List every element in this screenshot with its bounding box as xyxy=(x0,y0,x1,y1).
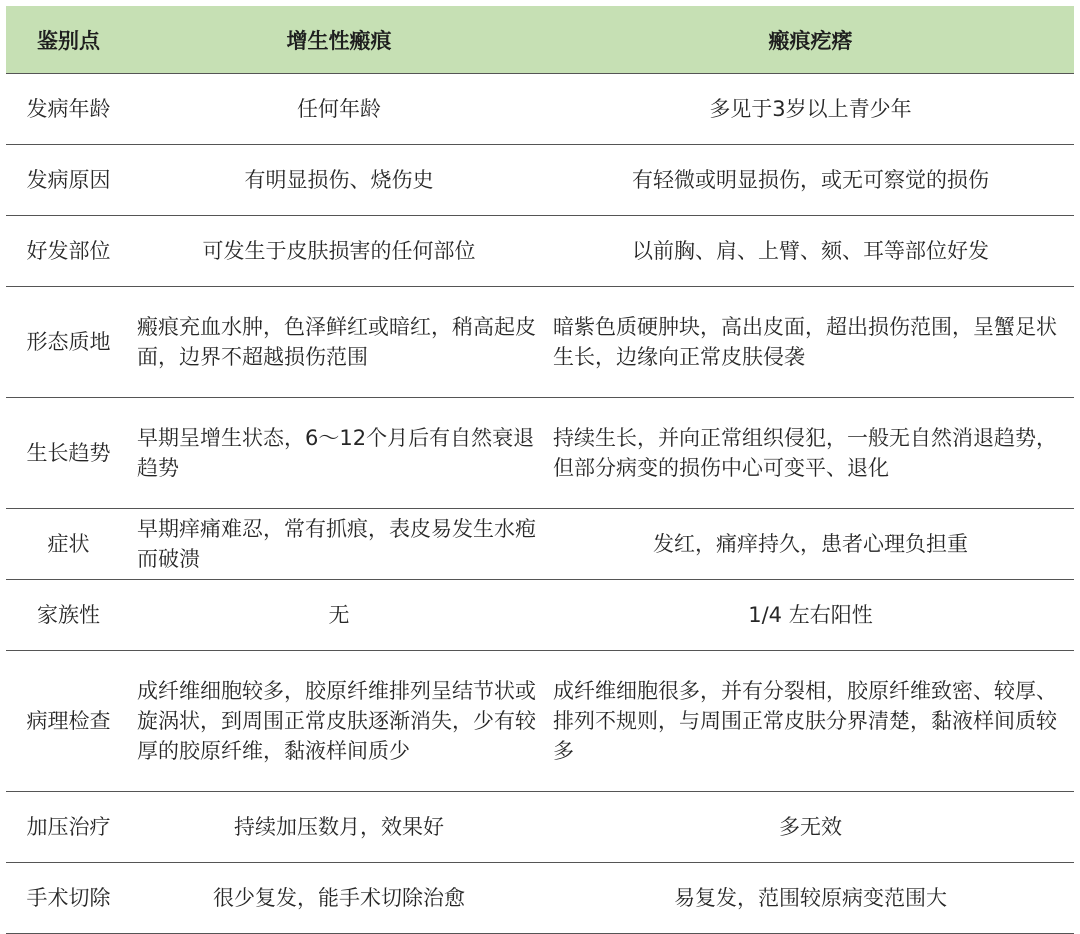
row-label: 发病年龄 xyxy=(6,74,131,145)
keloid-cell: 成纤维细胞很多，并有分裂相，胶原纤维致密、较厚、排列不规则，与周围正常皮肤分界清楚，黏液样间质较多 xyxy=(547,651,1074,792)
header-keloid: 瘢痕疙瘩 xyxy=(547,6,1074,74)
row-label: 发病原因 xyxy=(6,145,131,216)
keloid-cell: 1/4 左右阳性 xyxy=(547,580,1074,651)
table-row xyxy=(6,287,1074,398)
header-criteria: 鉴别点 xyxy=(6,6,131,74)
header-hypertrophic-scar: 增生性瘢痕 xyxy=(131,6,547,74)
hypertrophic-cell: 早期呈增生状态，6～12个月后有自然衰退趋势 xyxy=(131,398,547,509)
table-row xyxy=(6,863,1074,934)
hypertrophic-cell: 成纤维细胞较多，胶原纤维排列呈结节状或旋涡状，到周围正常皮肤逐渐消失，少有较厚的胶原纤维，黏液样间质少 xyxy=(131,651,547,792)
table-row xyxy=(6,74,1074,145)
row-label: 手术切除 xyxy=(6,863,131,934)
hypertrophic-cell: 早期痒痛难忍，常有抓痕，表皮易发生水疱而破溃 xyxy=(131,509,547,580)
table-row xyxy=(6,792,1074,863)
hypertrophic-cell: 可发生于皮肤损害的任何部位 xyxy=(131,216,547,287)
hypertrophic-cell: 有明显损伤、烧伤史 xyxy=(131,145,547,216)
keloid-cell: 以前胸、肩、上臂、颏、耳等部位好发 xyxy=(547,216,1074,287)
keloid-cell: 有轻微或明显损伤，或无可察觉的损伤 xyxy=(547,145,1074,216)
table-row xyxy=(6,398,1074,509)
hypertrophic-cell: 瘢痕充血水肿，色泽鲜红或暗红，稍高起皮面，边界不超越损伤范围 xyxy=(131,287,547,398)
keloid-cell: 暗紫色质硬肿块，高出皮面，超出损伤范围，呈蟹足状生长，边缘向正常皮肤侵袭 xyxy=(547,287,1074,398)
table-row xyxy=(6,509,1074,580)
hypertrophic-cell: 任何年龄 xyxy=(131,74,547,145)
row-label: 加压治疗 xyxy=(6,792,131,863)
keloid-cell: 易复发，范围较原病变范围大 xyxy=(547,863,1074,934)
table-row xyxy=(6,145,1074,216)
header-row xyxy=(6,6,1074,74)
table-row xyxy=(6,580,1074,651)
hypertrophic-cell: 很少复发，能手术切除治愈 xyxy=(131,863,547,934)
keloid-cell: 多见于3岁以上青少年 xyxy=(547,74,1074,145)
row-label: 生长趋势 xyxy=(6,398,131,509)
row-label: 病理检查 xyxy=(6,651,131,792)
row-label: 形态质地 xyxy=(6,287,131,398)
hypertrophic-cell: 无 xyxy=(131,580,547,651)
table-row xyxy=(6,216,1074,287)
row-label: 症状 xyxy=(6,509,131,580)
keloid-cell: 发红，痛痒持久，患者心理负担重 xyxy=(547,509,1074,580)
comparison-table xyxy=(6,6,1074,934)
keloid-cell: 多无效 xyxy=(547,792,1074,863)
keloid-cell: 持续生长，并向正常组织侵犯，一般无自然消退趋势，但部分病变的损伤中心可变平、退化 xyxy=(547,398,1074,509)
row-label: 家族性 xyxy=(6,580,131,651)
row-label: 好发部位 xyxy=(6,216,131,287)
hypertrophic-cell: 持续加压数月，效果好 xyxy=(131,792,547,863)
table-row xyxy=(6,651,1074,792)
